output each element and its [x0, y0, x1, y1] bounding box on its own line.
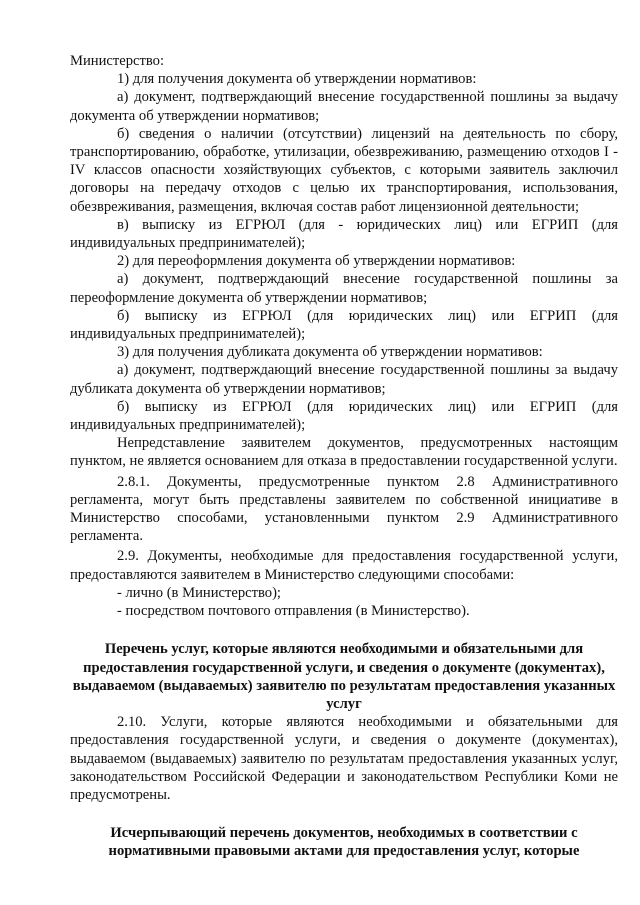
section-heading: Перечень услуг, которые являются необходимыми и обязательными для предоставления государственной услуги, и сведения о документе (документах), выдаваемом (выдаваемых) заявителю по результатам предоставления указанных услуг	[72, 641, 616, 712]
list-item: в) выписку из ЕГРЮЛ (для - юридических лиц) или ЕГРИП (для индивидуальных предпринимателей);	[70, 216, 618, 252]
list-item: а) документ, подтверждающий внесение государственной пошлины за выдачу документа об утверждении нормативов;	[70, 89, 618, 124]
list-item: б) выписку из ЕГРЮЛ (для юридических лиц) или ЕГРИП (для индивидуальных предпринимателей);	[70, 398, 618, 434]
list-item: б) сведения о наличии (отсутствии) лицензий на деятельность по сбору, транспортированию, обработке, утилизации, обезвреживанию, размещению отходов I - IV классов опасности хозяйствующих субъектов, с которыми заявитель заключил договоры на передачу отходов с целью их транспортирования, использования, обезвреживания, размещения, включая состав работ лицензионной деятельности;	[70, 125, 618, 215]
paragraph-2-10: 2.10. Услуги, которые являются необходимыми и обязательными для предоставления государственной услуги, и сведения о документе (документах), выдаваемом (выдаваемых) заявителю по результатам предоставления указанных услуг, законодательством Российской Федерации и законодательством Республики Коми не предусмотрены.	[70, 714, 618, 803]
list-item: - лично (в Министерство);	[117, 584, 281, 601]
list-item: - посредством почтового отправления (в Министерство).	[117, 603, 470, 620]
paragraph: Непредставление заявителем документов, предусмотренных настоящим пунктом, не является основанием для отказа в предоставлении государственной услуги.	[70, 435, 618, 470]
list-item: б) выписку из ЕГРЮЛ (для юридических лиц) или ЕГРИП (для индивидуальных предпринимателей);	[70, 307, 618, 343]
paragraph: Министерство:	[70, 53, 165, 69]
paragraph-2-9: 2.9. Документы, необходимые для предоставления государственной услуги, предоставляются заявителем в Министерство следующими способами:	[70, 548, 618, 583]
list-item: 2) для переоформления документа об утверждении нормативов:	[117, 253, 516, 270]
section-heading: Исчерпывающий перечень документов, необходимых в соответствии с нормативными правовыми актами для предоставления услуг, которые	[108, 825, 580, 860]
document-body	[70, 52, 618, 861]
list-item: 1) для получения документа об утверждении нормативов:	[117, 71, 477, 88]
list-item: 3) для получения дубликата документа об утверждении нормативов:	[117, 344, 543, 361]
list-item: а) документ, подтверждающий внесение государственной пошлины за переоформление документа об утверждении нормативов;	[70, 271, 618, 306]
list-item: а) документ, подтверждающий внесение государственной пошлины за выдачу дубликата документа об утверждении нормативов;	[70, 362, 618, 397]
paragraph-2-8-1: 2.8.1. Документы, предусмотренные пунктом 2.8 Административного регламента, могут быть представлены заявителем по собственной инициативе в Министерство способами, установленными пунктом 2.9 Административного регламента.	[70, 473, 618, 545]
